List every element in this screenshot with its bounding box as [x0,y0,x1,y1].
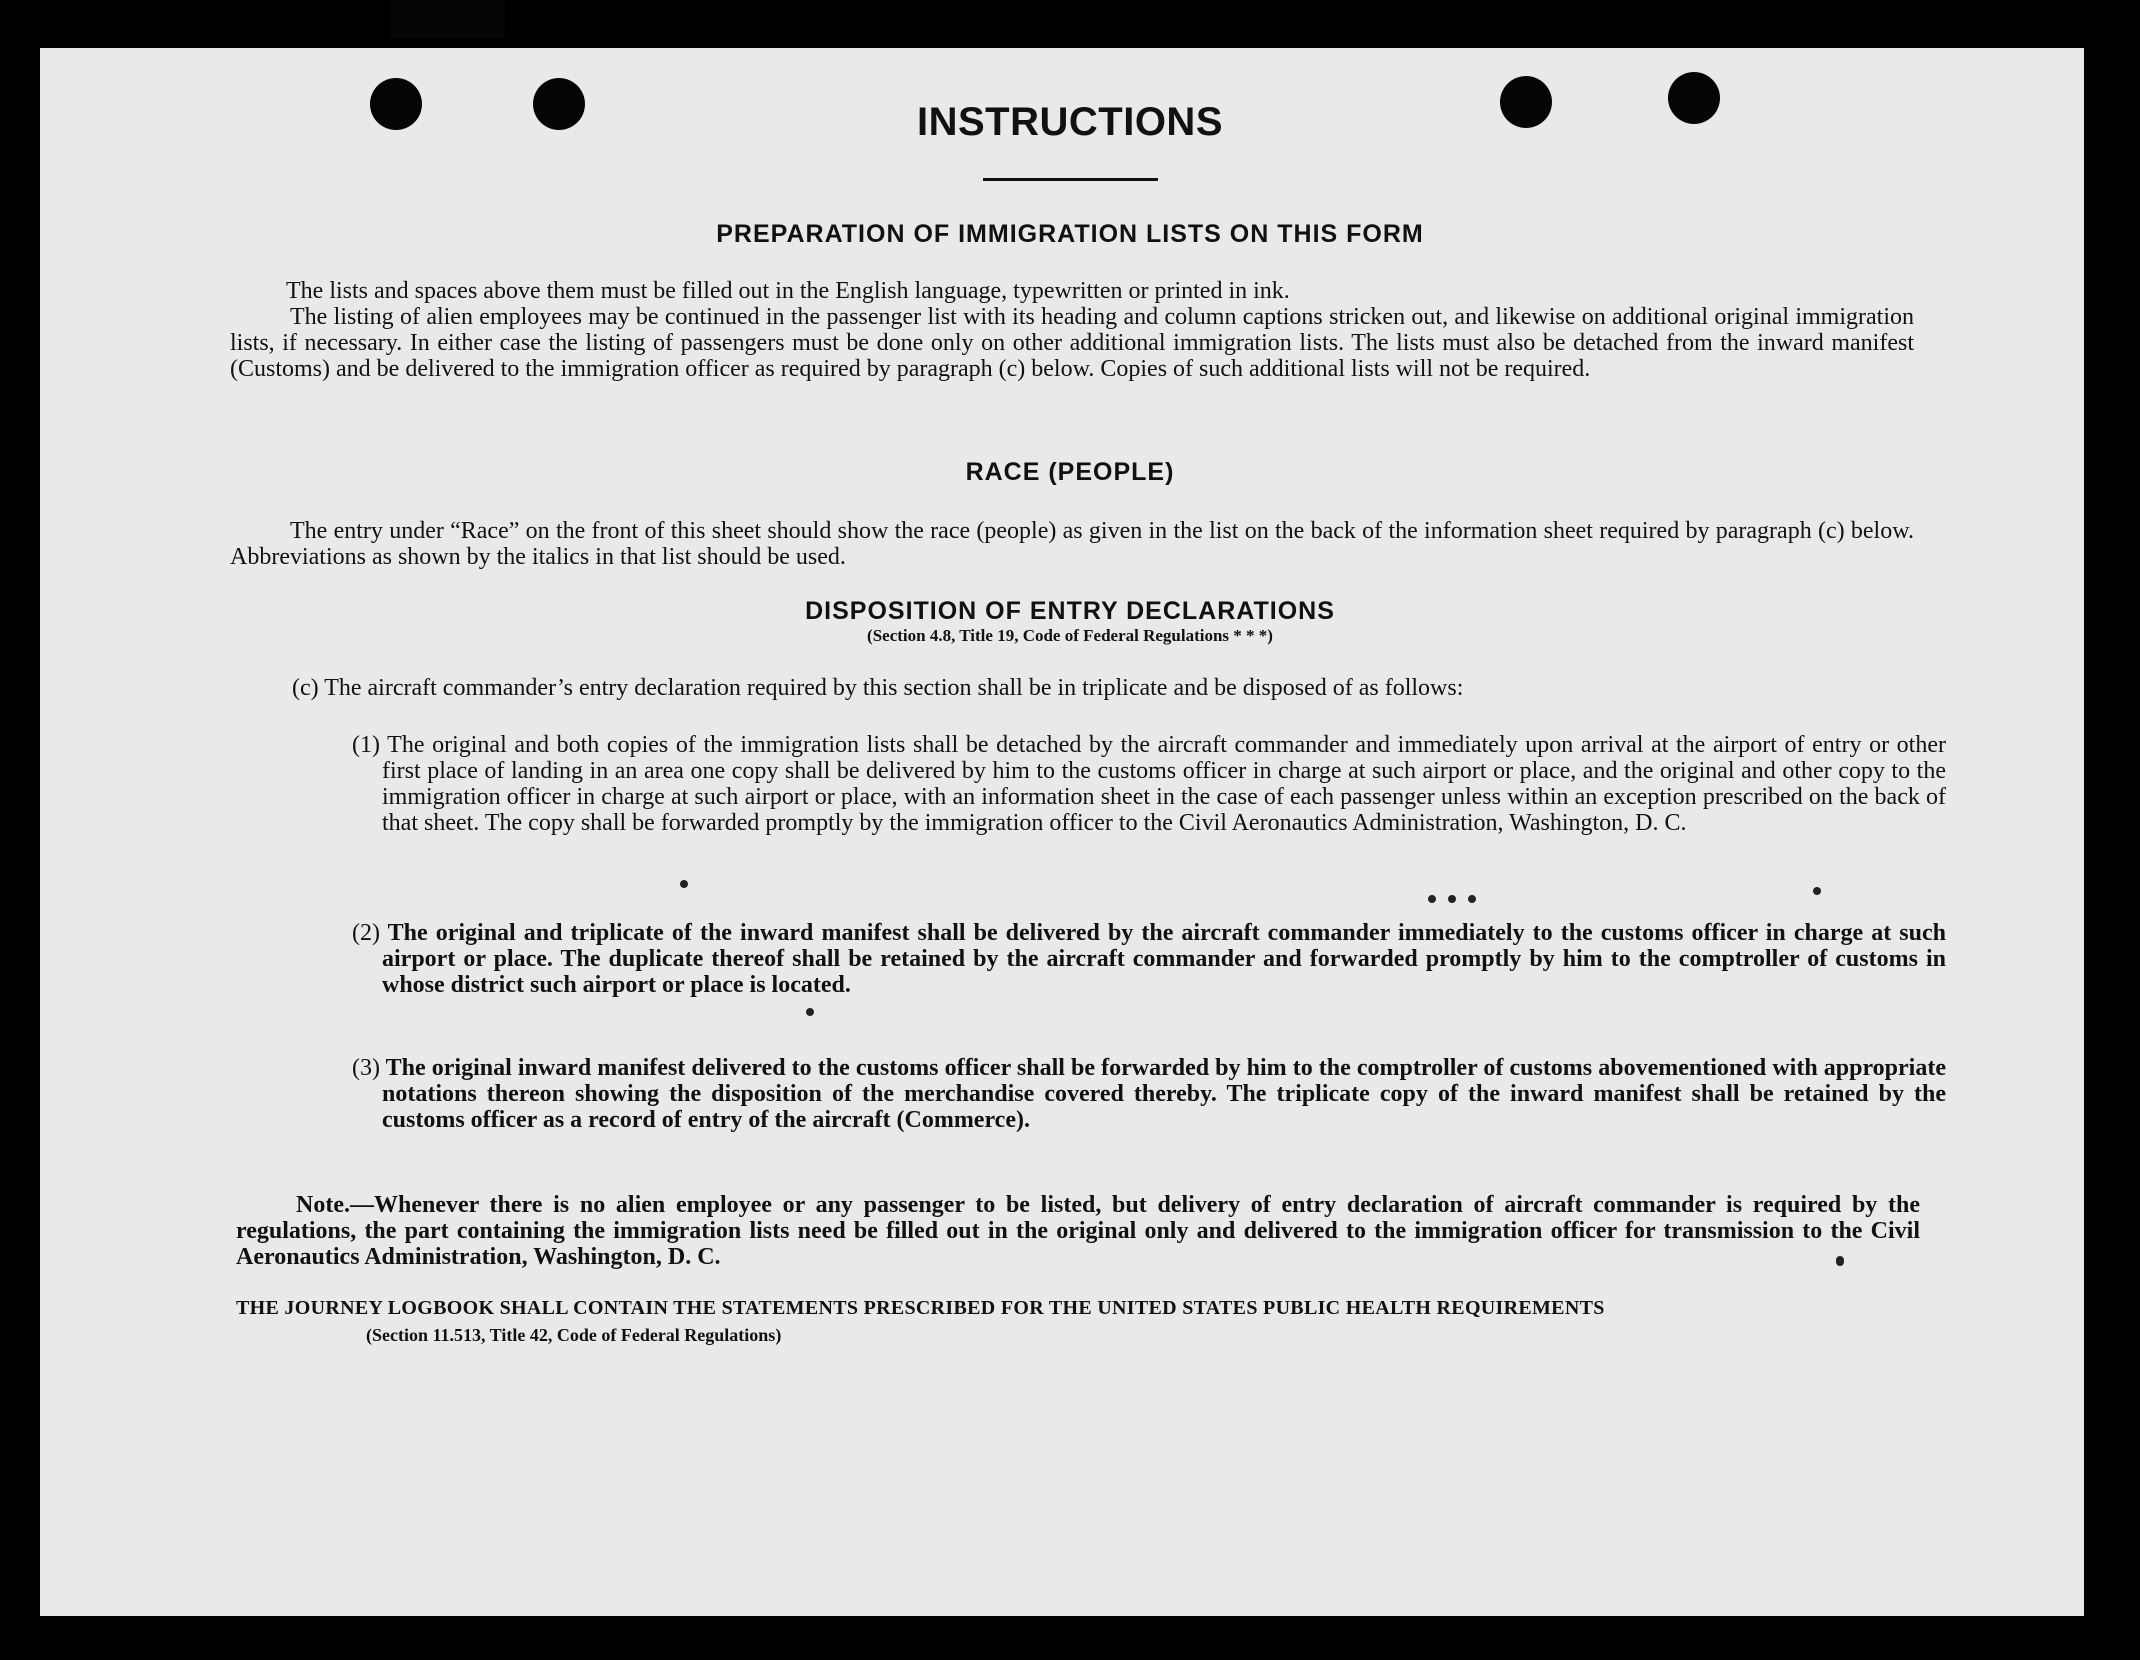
ink-speck [1448,895,1456,903]
title-underline [983,178,1158,181]
item-text: The original inward manifest delivered to the customs officer shall be forwarded by him to the comptroller of customs abovementioned with appropriate notations thereon showing the disposition of the merchandise covered thereby. The triplicate copy of the inward manifest shall be retained by the customs officer as a record of entry of the aircraft (Commerce). [382,1055,1946,1133]
preparation-paragraph: The listing of alien employees may be continued in the passenger list with its heading and column captions stricken out, and likewise on additional original immigration lists, if necessary. In either case the listing of passengers must be done only on other additional immigration lists. The lists must also be detached from the inward manifest (Customs) and be delivered to the immigration officer as required by paragraph (c) below. Copies of such additional lists will not be required. [230,304,1914,382]
note-paragraph: Note.—Whenever there is no alien employee or any passenger to be listed, but delivery of entry declaration of aircraft commander is required by the regulations, the part containing the immigration lists need be filled out in the original only and delivered to the immigration officer for transmission to the Civil Aeronautics Administration, Washington, D. C. [236,1192,1920,1270]
preparation-line: The lists and spaces above them must be filled out in the English language, typewritten or printed in ink. [286,278,1290,304]
health-statement: THE JOURNEY LOGBOOK SHALL CONTAIN THE STATEMENTS PRESCRIBED FOR THE UNITED STATES PUBLIC HEALTH REQUIREMENTS [236,1297,1605,1319]
item-number: (3) [352,1055,380,1081]
race-paragraph: The entry under “Race” on the front of this sheet should show the race (people) as given in the list on the back of the information sheet required by paragraph (c) below. Abbreviations as shown by the italics in that list should be used. [230,518,1914,570]
disposition-heading: DISPOSITION OF ENTRY DECLARATIONS [805,597,1335,625]
disposition-item-3 [352,1055,1946,1133]
item-text: The original and both copies of the immigration lists shall be detached by the aircraft commander and immediately upon arrival at the airport of entry or other first place of landing in an area one copy shall be delivered by him to the customs officer in charge at such airport or place, and the original and other copy to the immigration officer in charge at such airport or place, with an information sheet in the case of each passenger unless within an exception prescribed on the back of that sheet. The copy shall be forwarded promptly by the immigration officer to the Civil Aeronautics Administration, Washington, D. C. [382,732,1946,836]
ink-speck [1468,895,1476,903]
item-number: (1) [352,732,380,758]
item-number: (2) [352,920,380,946]
page-title: INSTRUCTIONS [917,100,1223,144]
ink-speck [1813,887,1821,895]
disposition-item-2 [352,920,1946,998]
preparation-heading: PREPARATION OF IMMIGRATION LISTS ON THIS FORM [716,220,1424,248]
disposition-intro: (c) The aircraft commander’s entry declaration required by this section shall be in triplicate and be disposed of as follows: [292,675,1464,701]
paper-tab [390,0,505,38]
health-citation: (Section 11.513, Title 42, Code of Federal Regulations) [366,1325,782,1345]
ink-speck [1836,1258,1844,1266]
race-heading: RACE (PEOPLE) [965,458,1175,486]
item-text: The original and triplicate of the inward manifest shall be delivered by the aircraft commander immediately to the customs officer in charge at such airport or place. The duplicate thereof shall be retained by the aircraft commander and forwarded promptly by him to the comptroller of customs in whose district such airport or place is located. [382,920,1946,998]
ink-speck [1428,895,1436,903]
ink-speck [806,1008,814,1016]
disposition-item-1 [352,732,1946,836]
disposition-citation: (Section 4.8, Title 19, Code of Federal Regulations * * *) [867,626,1273,645]
ink-speck [680,880,688,888]
